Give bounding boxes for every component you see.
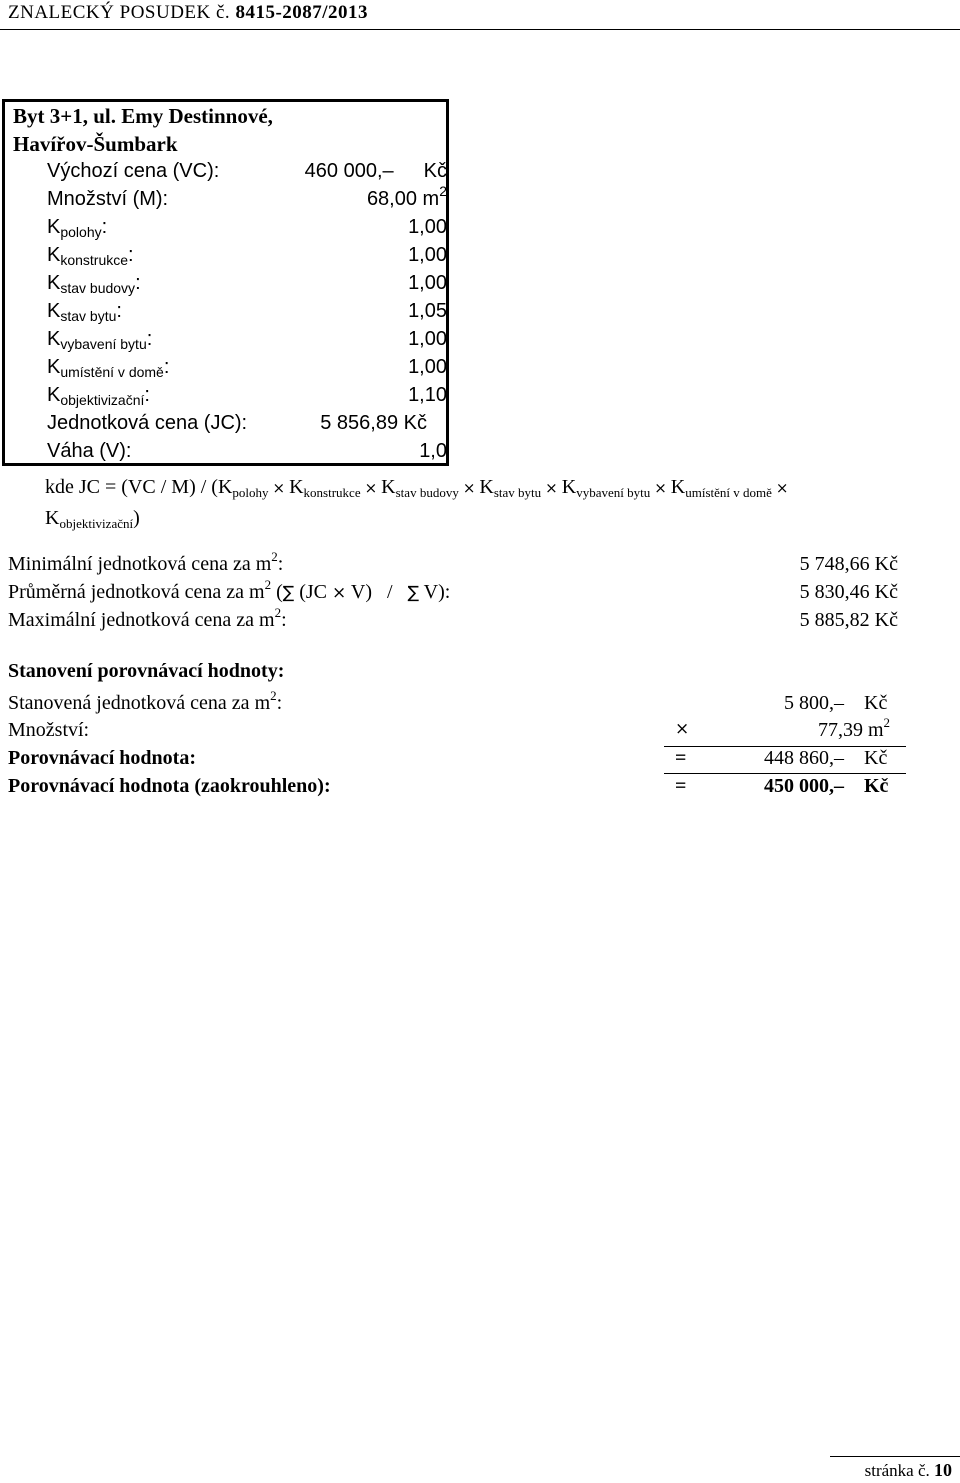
header-title: ZNALECKÝ POSUDEK č. <box>8 2 231 23</box>
row-value: 1,00 <box>408 272 447 294</box>
stat-min-value: 5 748,66 Kč <box>799 553 898 575</box>
row-weight <box>47 440 447 468</box>
sigma-icon: ∑ <box>407 583 420 603</box>
equals-sign: = <box>675 775 687 797</box>
row-label: Množství (M): <box>47 188 169 210</box>
row-k-umisteni-v-dome <box>47 356 447 384</box>
stat-avg-row <box>8 577 898 609</box>
row-k-stav-bytu <box>47 300 447 328</box>
row-k-stav-budovy <box>47 272 447 300</box>
stat-min-row <box>8 549 898 581</box>
row-unit-price <box>47 412 447 440</box>
row-value: 1,05 <box>408 300 447 322</box>
row-label: Váha (V): <box>47 440 132 462</box>
stat-avg-value: 5 830,46 Kč <box>799 581 898 603</box>
row-label: $K_{konstrukce}$: <box>47 244 134 268</box>
result-quantity-row <box>8 715 908 747</box>
sigma-icon: ∑ <box>282 583 295 603</box>
header-number: 8415-2087/2013 <box>235 2 369 23</box>
footer-label: stránka č. <box>864 1461 930 1480</box>
row-value: 1,00 <box>408 244 447 266</box>
row-label: $K_{umístění v domě}$: <box>47 356 170 380</box>
stat-max-label: Maximální jednotková cena za $m^2$: <box>8 605 287 631</box>
stat-max-row <box>8 605 898 637</box>
result-rounded-value: 450 000,– <box>764 775 844 797</box>
result-rounded-label: Porovnávací hodnota (zaokrouhleno): <box>8 775 331 797</box>
stat-max-value: 5 885,82 Kč <box>799 609 898 631</box>
formula-text: kde JC = $(VC / M) / (K_{polohy} \times K_{konstrukce} \times K_{stav budovy} \times K_{stav bytu} \times K_{vybavení bytu} \times K_{umístění v domě}$ × $K_{objektivizační}$) <box>45 476 789 531</box>
result-rounded-row <box>8 775 908 803</box>
row-initial-price <box>47 160 447 188</box>
page-number: 10 <box>934 1460 952 1480</box>
times-icon: × <box>332 583 347 603</box>
result-rounded-unit: Kč <box>864 775 889 797</box>
row-k-konstrukce <box>47 244 447 272</box>
section-title: Stanovení porovnávací hodnoty: <box>8 660 285 682</box>
result-divider <box>664 773 906 774</box>
row-value: 1,00 <box>408 356 447 378</box>
row-value: 1,00 <box>408 216 447 238</box>
row-value: 5 856,89 Kč <box>320 412 427 434</box>
result-unit-price-value: 5 800,– <box>784 692 844 714</box>
result-unit-price-label: Stanovená jednotková cena za $m^2$: <box>8 688 283 714</box>
row-value: 1,00 <box>408 328 447 350</box>
row-k-vybaveni-bytu <box>47 328 447 356</box>
header-divider <box>0 29 960 30</box>
row-quantity <box>47 183 447 216</box>
row-label: $K_{objektivizační}$: <box>47 384 150 408</box>
row-label: $K_{vybavení bytu}$: <box>47 328 153 352</box>
row-value: 460 000,– Kč <box>304 160 447 182</box>
row-label: Výchozí cena (VC): <box>47 160 220 182</box>
result-value-row <box>8 747 908 775</box>
equals-sign: = <box>675 747 687 769</box>
valuation-box <box>2 99 449 466</box>
page-footer <box>865 1460 952 1481</box>
property-title-line1: Byt 3+1, ul. Emy Destinnové, <box>13 104 273 128</box>
row-value: 68,00 $m^2$ <box>366 183 447 210</box>
row-k-objektivizacni <box>47 384 447 412</box>
footer-divider <box>830 1456 960 1457</box>
row-value: 1,0 <box>419 440 447 462</box>
result-value-label: Porovnávací hodnota: <box>8 747 196 769</box>
times-icon: × <box>675 719 690 739</box>
stat-min-label: Minimální jednotková cena za $m^2$: <box>8 549 284 575</box>
row-label: $K_{stav bytu}$: <box>47 300 122 324</box>
row-value: 1,10 <box>408 384 447 406</box>
row-k-polohy <box>47 216 447 244</box>
row-label: $K_{stav budovy}$: <box>47 272 141 296</box>
result-value-unit: Kč <box>864 747 888 769</box>
property-title-line2: Havířov-Šumbark <box>13 132 178 156</box>
result-quantity-value: 77,39 $m^2$ <box>817 715 890 741</box>
result-unit-price-row <box>8 688 908 720</box>
page-header <box>8 2 368 24</box>
stat-avg-label: Průměrná jednotková cena za $m^2$ (∑ (JC × V) / ∑ V): <box>8 577 451 603</box>
result-value-number: 448 860,– <box>764 747 844 769</box>
row-label: Jednotková cena (JC): <box>47 412 248 434</box>
result-quantity-label: Množství: <box>8 719 90 741</box>
row-label: $K_{polohy}$: <box>47 216 108 240</box>
result-unit-price-unit: Kč <box>864 692 888 714</box>
